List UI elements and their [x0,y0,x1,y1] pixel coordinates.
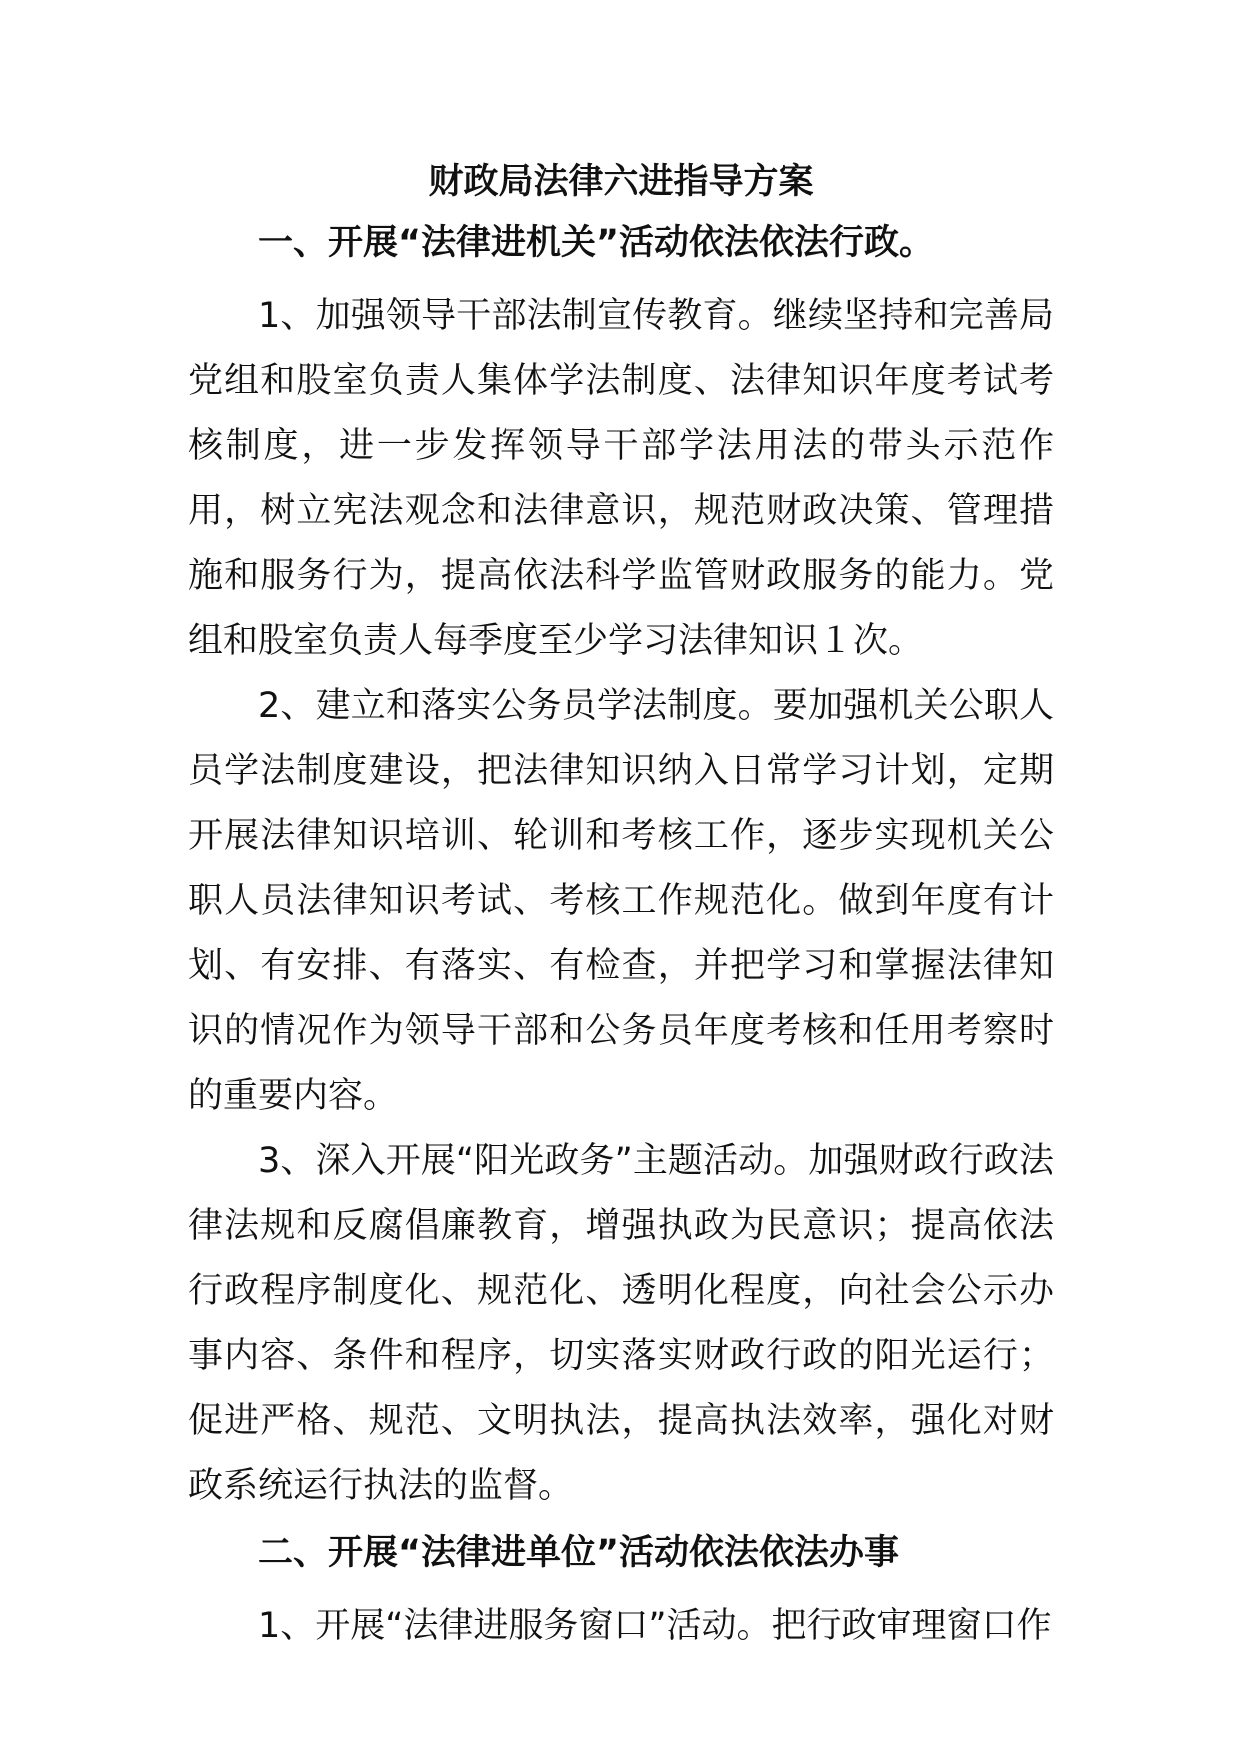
section-heading: 一、开展“法律进机关”活动依法依法行政。 [258,223,935,263]
section-paragraph: 1、加强领导干部法制宣传教育。继续坚持和完善局党组和股室负责人集体学法制度、法律知识年度考试考核制度，进一步发挥领导干部学法用法的带头示范作用，树立宪法观念和法律意识，规范财政决策、管理措施和服务行为，提高依法科学监管财政服务的能力。党组和股室负责人每季度至少学习法律知识１次。 [188,296,1054,661]
section-1 [188,221,1054,1519]
section-paragraph: 1、开展“法律进服务窗口”活动。把行政审理窗口作 [258,1606,1052,1646]
section-paragraph: 3、深入开展“阳光政务”主题活动。加强财政行政法律法规和反腐倡廉教育，增强执政为民意识；提高依法行政程序制度化、规范化、透明化程度，向社会公示办事内容、条件和程序，切实落实财政行政的阳光运行；促进严格、规范、文明执法，提高执法效率，强化对财政系统运行执法的监督。 [188,1141,1054,1506]
section-paragraph: 2、建立和落实公务员学法制度。要加强机关公职人员学法制度建设，把法律知识纳入日常学习计划，定期开展法律知识培训、轮训和考核工作，逐步实现机关公职人员法律知识考试、考核工作规范化。做到年度有计划、有安排、有落实、有检查，并把学习和掌握法律知识的情况作为领导干部和公务员年度考核和任用考察时的重要内容。 [188,686,1054,1116]
document-page [188,160,1054,1659]
section-2 [188,1531,1054,1659]
document-title: 财政局法律六进指导方案 [428,162,814,202]
section-heading: 二、开展“法律进单位”活动依法依法办事 [258,1533,900,1573]
